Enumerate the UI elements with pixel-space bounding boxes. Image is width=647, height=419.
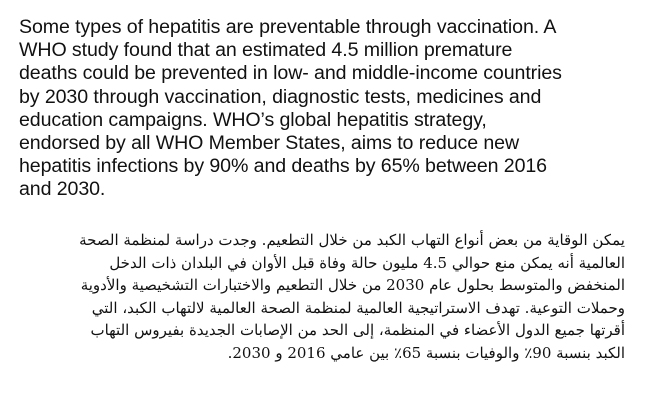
- arabic-line: المنخفض والمتوسط بحلول عام 2030 من خلال التطعيم والاختبارات التشخيصية والأدوية: [80, 276, 625, 295]
- arabic-paragraph: [13, 229, 625, 365]
- english-line: education campaigns. WHO’s global hepatitis strategy,: [19, 108, 487, 131]
- arabic-line: يمكن الوقاية من بعض أنواع التهاب الكبد من خلال التطعيم. وجدت دراسة لمنظمة الصحة: [79, 231, 625, 249]
- arabic-line: العالمية أنه يمكن منع حوالي 4.5 مليون حالة وفاة قبل الأوان في البلدان ذات الدخل: [109, 253, 625, 272]
- english-line: by 2030 through vaccination, diagnostic tests, medicines and: [19, 85, 542, 108]
- english-line: hepatitis infections by 90% and deaths by 65% between 2016: [19, 155, 547, 178]
- english-line: WHO study found that an estimated 4.5 million premature: [19, 39, 513, 62]
- english-paragraph: [19, 16, 631, 202]
- english-line: endorsed by all WHO Member States, aims to reduce new: [19, 132, 519, 155]
- english-line: Some types of hepatitis are preventable through vaccination. A: [19, 16, 557, 38]
- english-line: and 2030.: [19, 178, 106, 201]
- arabic-line: وحملات التوعية. تهدف الاستراتيجية العالمية لمنظمة الصحة العالمية لالتهاب الكبد، التي: [91, 298, 625, 317]
- english-line: deaths could be prevented in low- and middle-income countries: [19, 62, 562, 85]
- arabic-line: أقرتها جميع الدول الأعضاء في المنظمة، إلى الحد من الإصابات الجديدة بفيروس التهاب: [90, 321, 625, 340]
- arabic-line: الكبد بنسبة 90٪ والوفيات بنسبة 65٪ بين عامي 2016 و 2030.: [227, 343, 625, 362]
